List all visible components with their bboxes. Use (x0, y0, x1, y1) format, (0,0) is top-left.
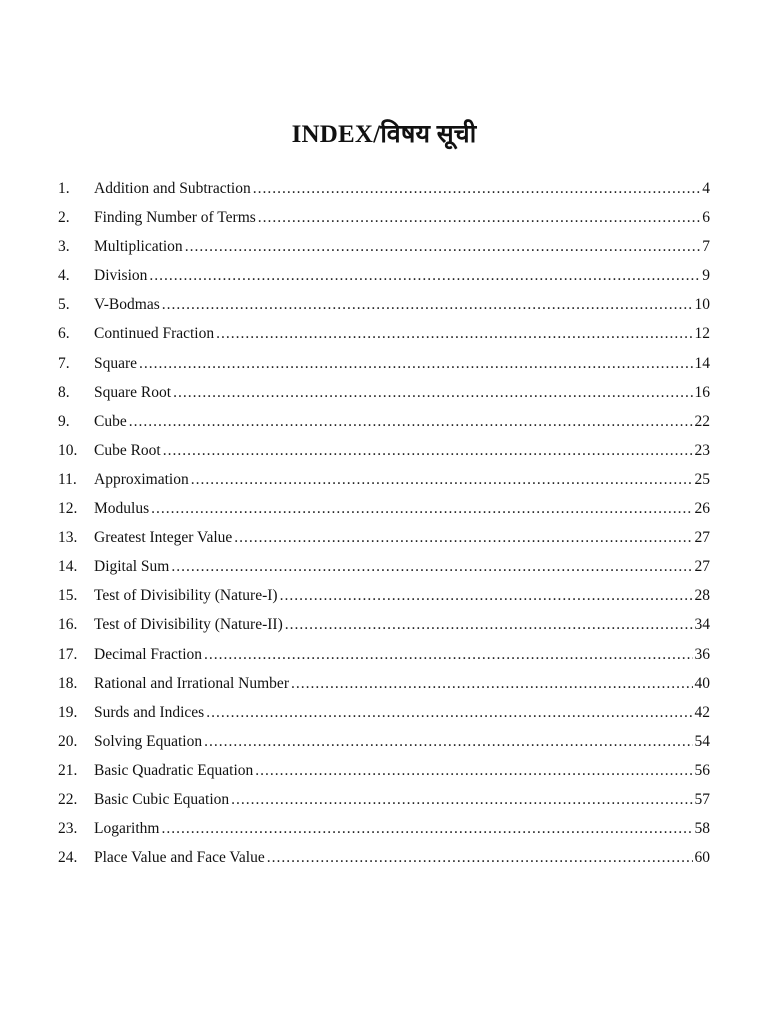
table-of-contents (58, 174, 710, 872)
toc-dot-leader (204, 640, 692, 669)
toc-entry-number: 24. (58, 849, 78, 867)
toc-entry-title: Test of Divisibility (Nature-I) (94, 587, 278, 605)
toc-entry-number: 2. (58, 209, 70, 227)
toc-dot-leader (216, 319, 692, 348)
toc-entry-number: 9. (58, 412, 70, 430)
toc-entry-page: 25 (694, 470, 710, 488)
toc-entry-page: 26 (694, 500, 710, 518)
toc-dot-leader (162, 290, 693, 319)
toc-dot-leader (291, 669, 693, 698)
toc-entry-page: 56 (694, 761, 710, 779)
toc-entry-page: 9 (702, 267, 710, 285)
toc-entry (58, 552, 710, 581)
toc-entry (58, 436, 710, 465)
toc-entry (58, 203, 710, 232)
toc-entry-number: 15. (58, 587, 78, 605)
toc-entry-page: 10 (694, 296, 710, 314)
toc-entry (58, 814, 710, 843)
toc-dot-leader (185, 232, 701, 261)
toc-entry (58, 610, 710, 639)
toc-entry (58, 785, 710, 814)
toc-entry (58, 407, 710, 436)
toc-entry-title: Square Root (94, 383, 172, 401)
toc-entry-title: Division (94, 267, 148, 285)
toc-entry-page: 27 (694, 529, 710, 547)
toc-entry (58, 756, 710, 785)
toc-dot-leader (267, 843, 693, 872)
toc-dot-leader (149, 261, 700, 290)
toc-entry-page: 28 (694, 587, 710, 605)
toc-entry (58, 290, 710, 319)
toc-dot-leader (151, 494, 692, 523)
toc-entry-title: Digital Sum (94, 558, 170, 576)
toc-entry (58, 174, 710, 203)
toc-entry-title: V-Bodmas (94, 296, 160, 314)
toc-entry-page: 22 (694, 412, 710, 430)
toc-dot-leader (173, 378, 692, 407)
toc-entry-title: Finding Number of Terms (94, 209, 256, 227)
toc-entry-title: Solving Equation (94, 732, 203, 750)
toc-entry-page: 60 (694, 849, 710, 867)
toc-entry-number: 6. (58, 325, 70, 343)
toc-entry-page: 58 (694, 820, 710, 838)
toc-entry (58, 640, 710, 669)
toc-dot-leader (161, 814, 692, 843)
toc-dot-leader (280, 581, 693, 610)
toc-entry-number: 20. (58, 732, 78, 750)
toc-entry (58, 727, 710, 756)
toc-dot-leader (139, 349, 692, 378)
toc-entry-number: 23. (58, 820, 78, 838)
toc-dot-leader (258, 203, 700, 232)
toc-entry-title: Greatest Integer Value (94, 529, 233, 547)
toc-entry-number: 14. (58, 558, 78, 576)
toc-entry (58, 465, 710, 494)
toc-entry-page: 57 (694, 790, 710, 808)
toc-entry-title: Test of Divisibility (Nature-II) (94, 616, 283, 634)
toc-entry-number: 21. (58, 761, 78, 779)
toc-entry-page: 36 (694, 645, 710, 663)
toc-entry (58, 319, 710, 348)
toc-entry-page: 16 (694, 383, 710, 401)
toc-entry-title: Rational and Irrational Number (94, 674, 289, 692)
toc-entry (58, 232, 710, 261)
toc-entry-page: 40 (694, 674, 710, 692)
toc-entry-number: 22. (58, 790, 78, 808)
toc-dot-leader (191, 465, 693, 494)
toc-entry-title: Cube (94, 412, 127, 430)
toc-entry (58, 349, 710, 378)
page-title: INDEX/विषय सूची (291, 121, 477, 148)
toc-entry-number: 1. (58, 180, 70, 197)
toc-entry-number: 3. (58, 238, 70, 256)
toc-entry-page: 6 (702, 209, 710, 227)
toc-entry-number: 13. (58, 529, 78, 547)
toc-entry-title: Cube Root (94, 441, 161, 459)
toc-entry-number: 12. (58, 500, 78, 518)
toc-entry (58, 494, 710, 523)
toc-entry-number: 10. (58, 441, 78, 459)
toc-entry-page: 34 (694, 616, 710, 634)
toc-entry-number: 16. (58, 616, 78, 634)
toc-entry (58, 378, 710, 407)
toc-entry-number: 11. (58, 470, 77, 488)
toc-entry-number: 18. (58, 674, 78, 692)
toc-entry-title: Decimal Fraction (94, 645, 203, 663)
toc-dot-leader (255, 756, 692, 785)
toc-entry-number: 5. (58, 296, 70, 314)
toc-entry-page: 27 (694, 558, 710, 576)
toc-entry-page: 14 (694, 354, 710, 372)
toc-entry-title: Place Value and Face Value (94, 849, 265, 867)
toc-entry-page: 23 (694, 441, 710, 459)
toc-entry (58, 669, 710, 698)
toc-entry-page: 7 (702, 238, 710, 256)
toc-entry (58, 581, 710, 610)
toc-entry-title: Addition and Subtraction (94, 180, 251, 197)
toc-entry-page: 54 (694, 732, 710, 750)
toc-entry (58, 843, 710, 872)
toc-dot-leader (206, 698, 692, 727)
toc-dot-leader (231, 785, 692, 814)
toc-dot-leader (234, 523, 692, 552)
toc-entry-page: 4 (702, 180, 710, 197)
toc-entry-title: Modulus (94, 500, 150, 518)
toc-dot-leader (253, 174, 701, 203)
toc-entry-number: 17. (58, 645, 78, 663)
toc-entry-title: Logarithm (94, 820, 160, 838)
toc-dot-leader (171, 552, 692, 581)
toc-dot-leader (129, 407, 693, 436)
toc-entry-number: 19. (58, 703, 78, 721)
toc-entry-title: Multiplication (94, 238, 183, 256)
toc-entry (58, 523, 710, 552)
toc-entry-title: Continued Fraction (94, 325, 215, 343)
toc-entry (58, 698, 710, 727)
toc-entry-page: 12 (694, 325, 710, 343)
toc-entry-title: Surds and Indices (94, 703, 205, 721)
toc-entry-number: 4. (58, 267, 70, 285)
toc-entry-number: 7. (58, 354, 70, 372)
toc-entry-title: Square (94, 354, 138, 372)
toc-entry-title: Basic Quadratic Equation (94, 761, 254, 779)
toc-entry-page: 42 (694, 703, 710, 721)
toc-dot-leader (285, 610, 693, 639)
toc-dot-leader (163, 436, 693, 465)
toc-entry (58, 261, 710, 290)
toc-entry-number: 8. (58, 383, 70, 401)
toc-entry-title: Approximation (94, 470, 189, 488)
toc-entry-title: Basic Cubic Equation (94, 790, 230, 808)
toc-dot-leader (204, 727, 692, 756)
